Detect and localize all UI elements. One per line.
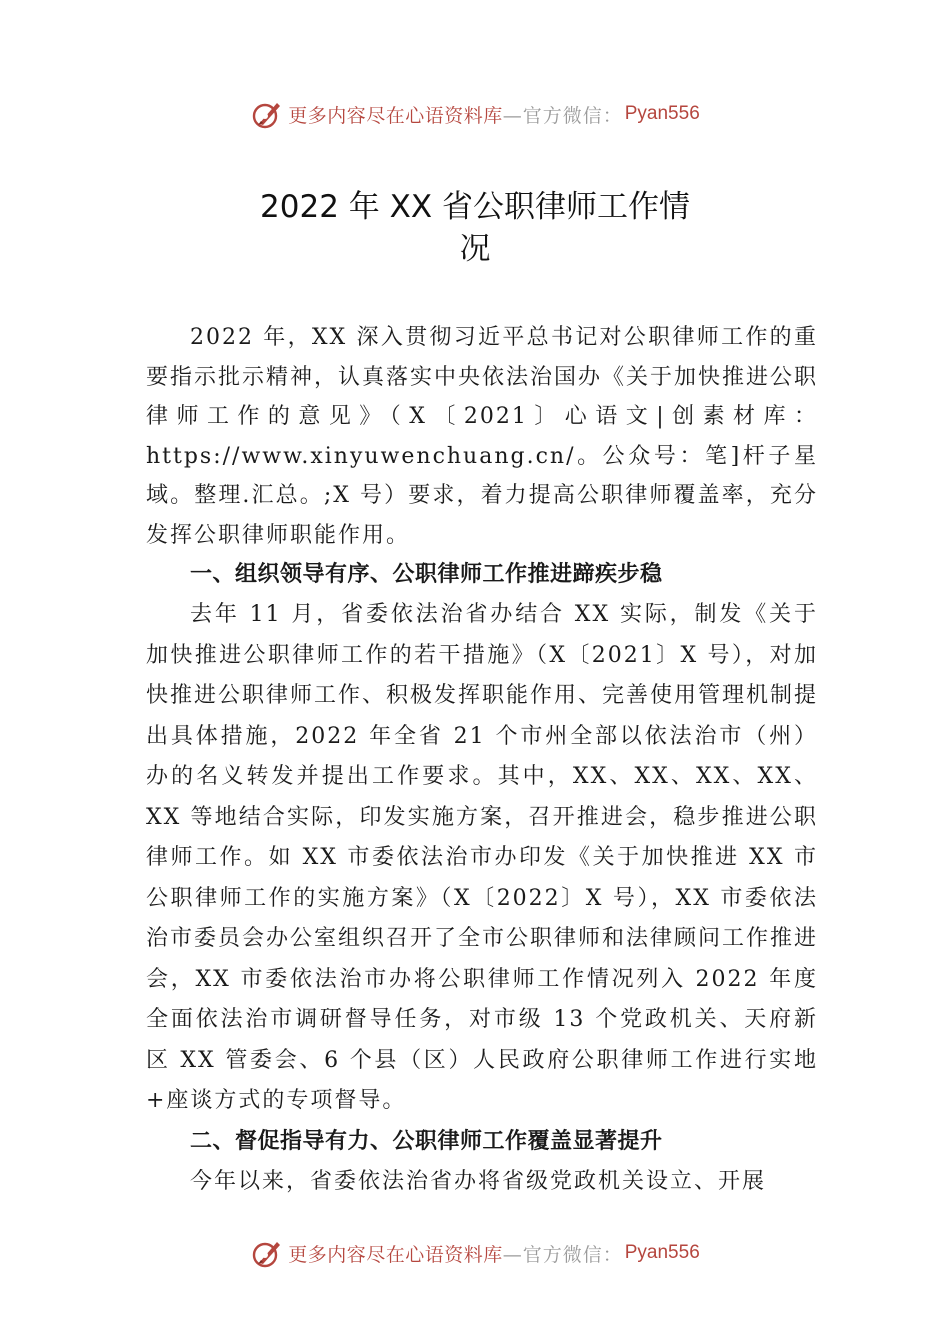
header-banner (0, 94, 950, 134)
footer-brand-text: 更多内容尽在心语资料库 (288, 1243, 503, 1266)
section-heading-1: 一、组织领导有序、公职律师工作推进蹄疾步稳 (190, 562, 663, 587)
quill-pen-logo-icon (250, 1236, 284, 1270)
paragraph-intro: 2022 年，XX 深入贯彻习近平总书记对公职律师工作的重要指示批示精神，认真落实中央依法治国办《关于加快推进公职律师工作的意见》（X〔2021〕心语文|创素材库：https://www.xinyuwenchuang.cn/。公众号：笔]杆子星域。整理.汇总。;X 号）要求，着力提高公职律师覆盖率，充分发挥公职律师职能作用。 (146, 325, 819, 548)
title-line-1: 2022 年 XX 省公职律师工作情 (260, 189, 690, 225)
footer-banner (0, 1233, 950, 1273)
banner-wechat-label: —官方微信： (502, 104, 623, 127)
document-body (146, 318, 818, 1202)
title-line-2: 况 (459, 231, 491, 267)
quill-pen-logo-icon (250, 97, 284, 131)
footer-wechat-label: —官方微信： (502, 1243, 623, 1266)
paragraph-section-1: 去年 11 月，省委依法治省办结合 XX 实际，制发《关于加快推进公职律师工作的若干措施》（X〔2021〕X 号），对加快推进公职律师工作、积极发挥职能作用、完善使用管理机制提出具体措施，2022 年全省 21 个市州全部以依法治市（州）办的名义转发并提出工作要求。其中，XX、XX、XX、XX、XX 等地结合实际，印发实施方案，召开推进会，稳步推进公职律师工作。如 XX 市委依法治市办印发《关于加快推进 XX 市公职律师工作的实施方案》（X〔2022〕X 号），XX 市委依法治市委员会办公室组织召开了全市公职律师和法律顾问工作推进会，XX 市委依法治市办将公职律师工作情况列入 2022 年度全面依法治市调研督导任务，对市级 13 个党政机关、天府新区 XX 管委会、6 个县（区）人民政府公职律师工作进行实地+座谈方式的专项督导。 (146, 602, 819, 1113)
banner-brand-text: 更多内容尽在心语资料库 (288, 104, 503, 127)
document-title (0, 186, 950, 270)
paragraph-section-2: 今年以来，省委依法治省办将省级党政机关设立、开展 (190, 1168, 767, 1194)
section-heading-2: 二、督促指导有力、公职律师工作覆盖显著提升 (190, 1128, 663, 1154)
banner-account-id: Pyan556 (624, 103, 700, 124)
footer-account-id: Pyan556 (624, 1242, 700, 1263)
